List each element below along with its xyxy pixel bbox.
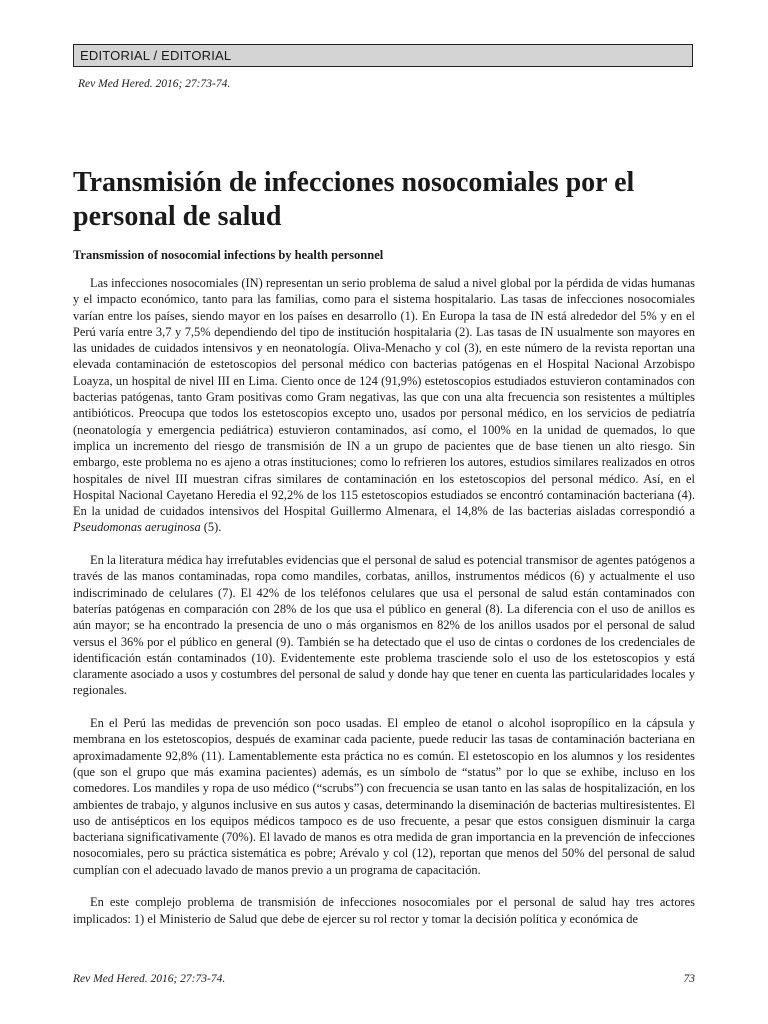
section-header	[73, 44, 693, 67]
paragraph-2: En la literatura médica hay irrefutables evidencias que el personal de salud es potencial transmisor de agentes patógenos a través de las manos contaminadas, ropa como mandiles, corbatas, anillos, instrumentos médicos (6) y actualmente el uso indiscriminado de celulares (7). El 42% de los teléfonos celulares que usa el personal de salud están contaminados con baterías patógenas en comparación con 28% de los que usa el público en general (8). La diferencia con el uso de anillos es aún mayor; se ha encontrado la presencia de uno o más organismos en 82% de los anillos usados por el personal de salud versus el 36% por el público en general (9). También se ha detectado que el uso de cintas o cordones de los credenciales de identificación están contaminados (10). Evidentemente este problema trasciende solo el uso de los estetoscopios y está claramente asociado a usos y costumbres del personal de salud y donde hay que tener en cuenta las particularidades locales y regionales.	[73, 553, 695, 698]
paragraph-3: En el Perú las medidas de prevención son poco usadas. El empleo de etanol o alcohol isopropílico en la cápsula y membrana en los estetoscopios, después de examinar cada paciente, puede reducir las tasas de contaminación bacteriana en aproximadamente 92,8% (11). Lamentablemente esta práctica no es común. El estetoscopio en los alumnos y los residentes (que son el grupo que más examina pacientes) además, es un símbolo de “status” por lo que se exhibe, incluso en los comedores. Los mandiles y ropa de uso médico (“scrubs”) con frecuencia se usan tanto en las salas de hospitalización, en los ambientes de trabajo, y algunos inclusive en sus autos y casas, determinando la diseminación de bacterias multiresistentes. El uso de antisépticos en los equipos médicos tampoco es de uso frecuente, a pesar que estos consiguen disminuir la carga bacteriana significativamente (70%). El lavado de manos es otra medida de gran importancia en la prevención de infecciones nosocomiales, pero su práctica sistemática es pobre; Arévalo y col (12), reportan que menos del 50% del personal de salud cumplían con el adecuado lavado de manos previo a un programa de capacitación.	[73, 716, 695, 877]
article-body	[73, 275, 695, 927]
journal-citation-top: Rev Med Hered. 2016; 27:73-74.	[78, 78, 231, 90]
article-title: Transmisión de infecciones nosocomiales por el personal de salud	[73, 167, 635, 232]
section-label: EDITORIAL / EDITORIAL	[80, 48, 232, 63]
page-number: 73	[683, 973, 695, 985]
footer-citation: Rev Med Hered. 2016; 27:73-74.	[73, 973, 226, 985]
paragraph-1-end: (5).	[200, 520, 222, 535]
species-name: Pseudomonas aeruginosa	[73, 520, 201, 535]
paragraph-4: En este complejo problema de transmisión de infecciones nosocomiales por el personal de salud hay tres actores implicados: 1) el Ministerio de Salud que debe de ejercer su rol rector y tomar la decisión política y económica de	[73, 895, 695, 926]
paragraph-1-text: Las infecciones nosocomiales (IN) representan un serio problema de salud a nivel global por la pérdida de vidas humanas y el impacto económico, tanto para las familias, como para el sistema hospitalario. Las tasas de infecciones nosocomiales varían entre los países, siendo mayor en los países en desarrollo (1). En Europa la tasa de IN está alrededor del 5% y en el Perú varía entre 3,7 y 7,5% dependiendo del tipo de institución hospitalaria (2). Las tasas de IN usualmente son mayores en las unidades de cuidados intensivos y en neonatología. Oliva-Menacho y col (3), en este número de la revista reportan una elevada contaminación de estetoscopios del personal médico con bacterias patógenas en el Hospital Nacional Arzobispo Loayza, un hospital de nivel III en Lima. Ciento once de 124 (91,9%) estetoscopios estudiados estuvieron contaminados con bacterias patógenas, tanto Gram positivas como Gram negativas, las que con una alta frecuencia son resistentes a múltiples antibióticos. Preocupa que todos los estetoscopios excepto uno, usados por personal médico, en los servicios de pediatría (neonatología y emergencia pediátrica) estuvieron contaminados, así como, el 100% en la unidad de quemados, lo que implica un incremento del riesgo de transmisión de IN a un grupo de pacientes que de base tienen un alto riesgo. Sin embargo, este problema no es ajeno a otras instituciones; como lo refrieren los autores, estudios similares realizados en otros hospitales de nivel III muestran cifras similares de contaminación en los estetoscopios del personal médico. Así, en el Hospital Nacional Cayetano Heredia el 92,2% de los 115 estetoscopios estudiados se encontró contaminación bacteriana (4). En la unidad de cuidados intensivos del Hospital Guillermo Almenara, el 14,8% de las bacterias aisladas correspondió a	[73, 276, 695, 519]
paragraph-1	[73, 275, 695, 536]
english-title: Transmission of nosocomial infections by health personnel	[73, 248, 384, 262]
